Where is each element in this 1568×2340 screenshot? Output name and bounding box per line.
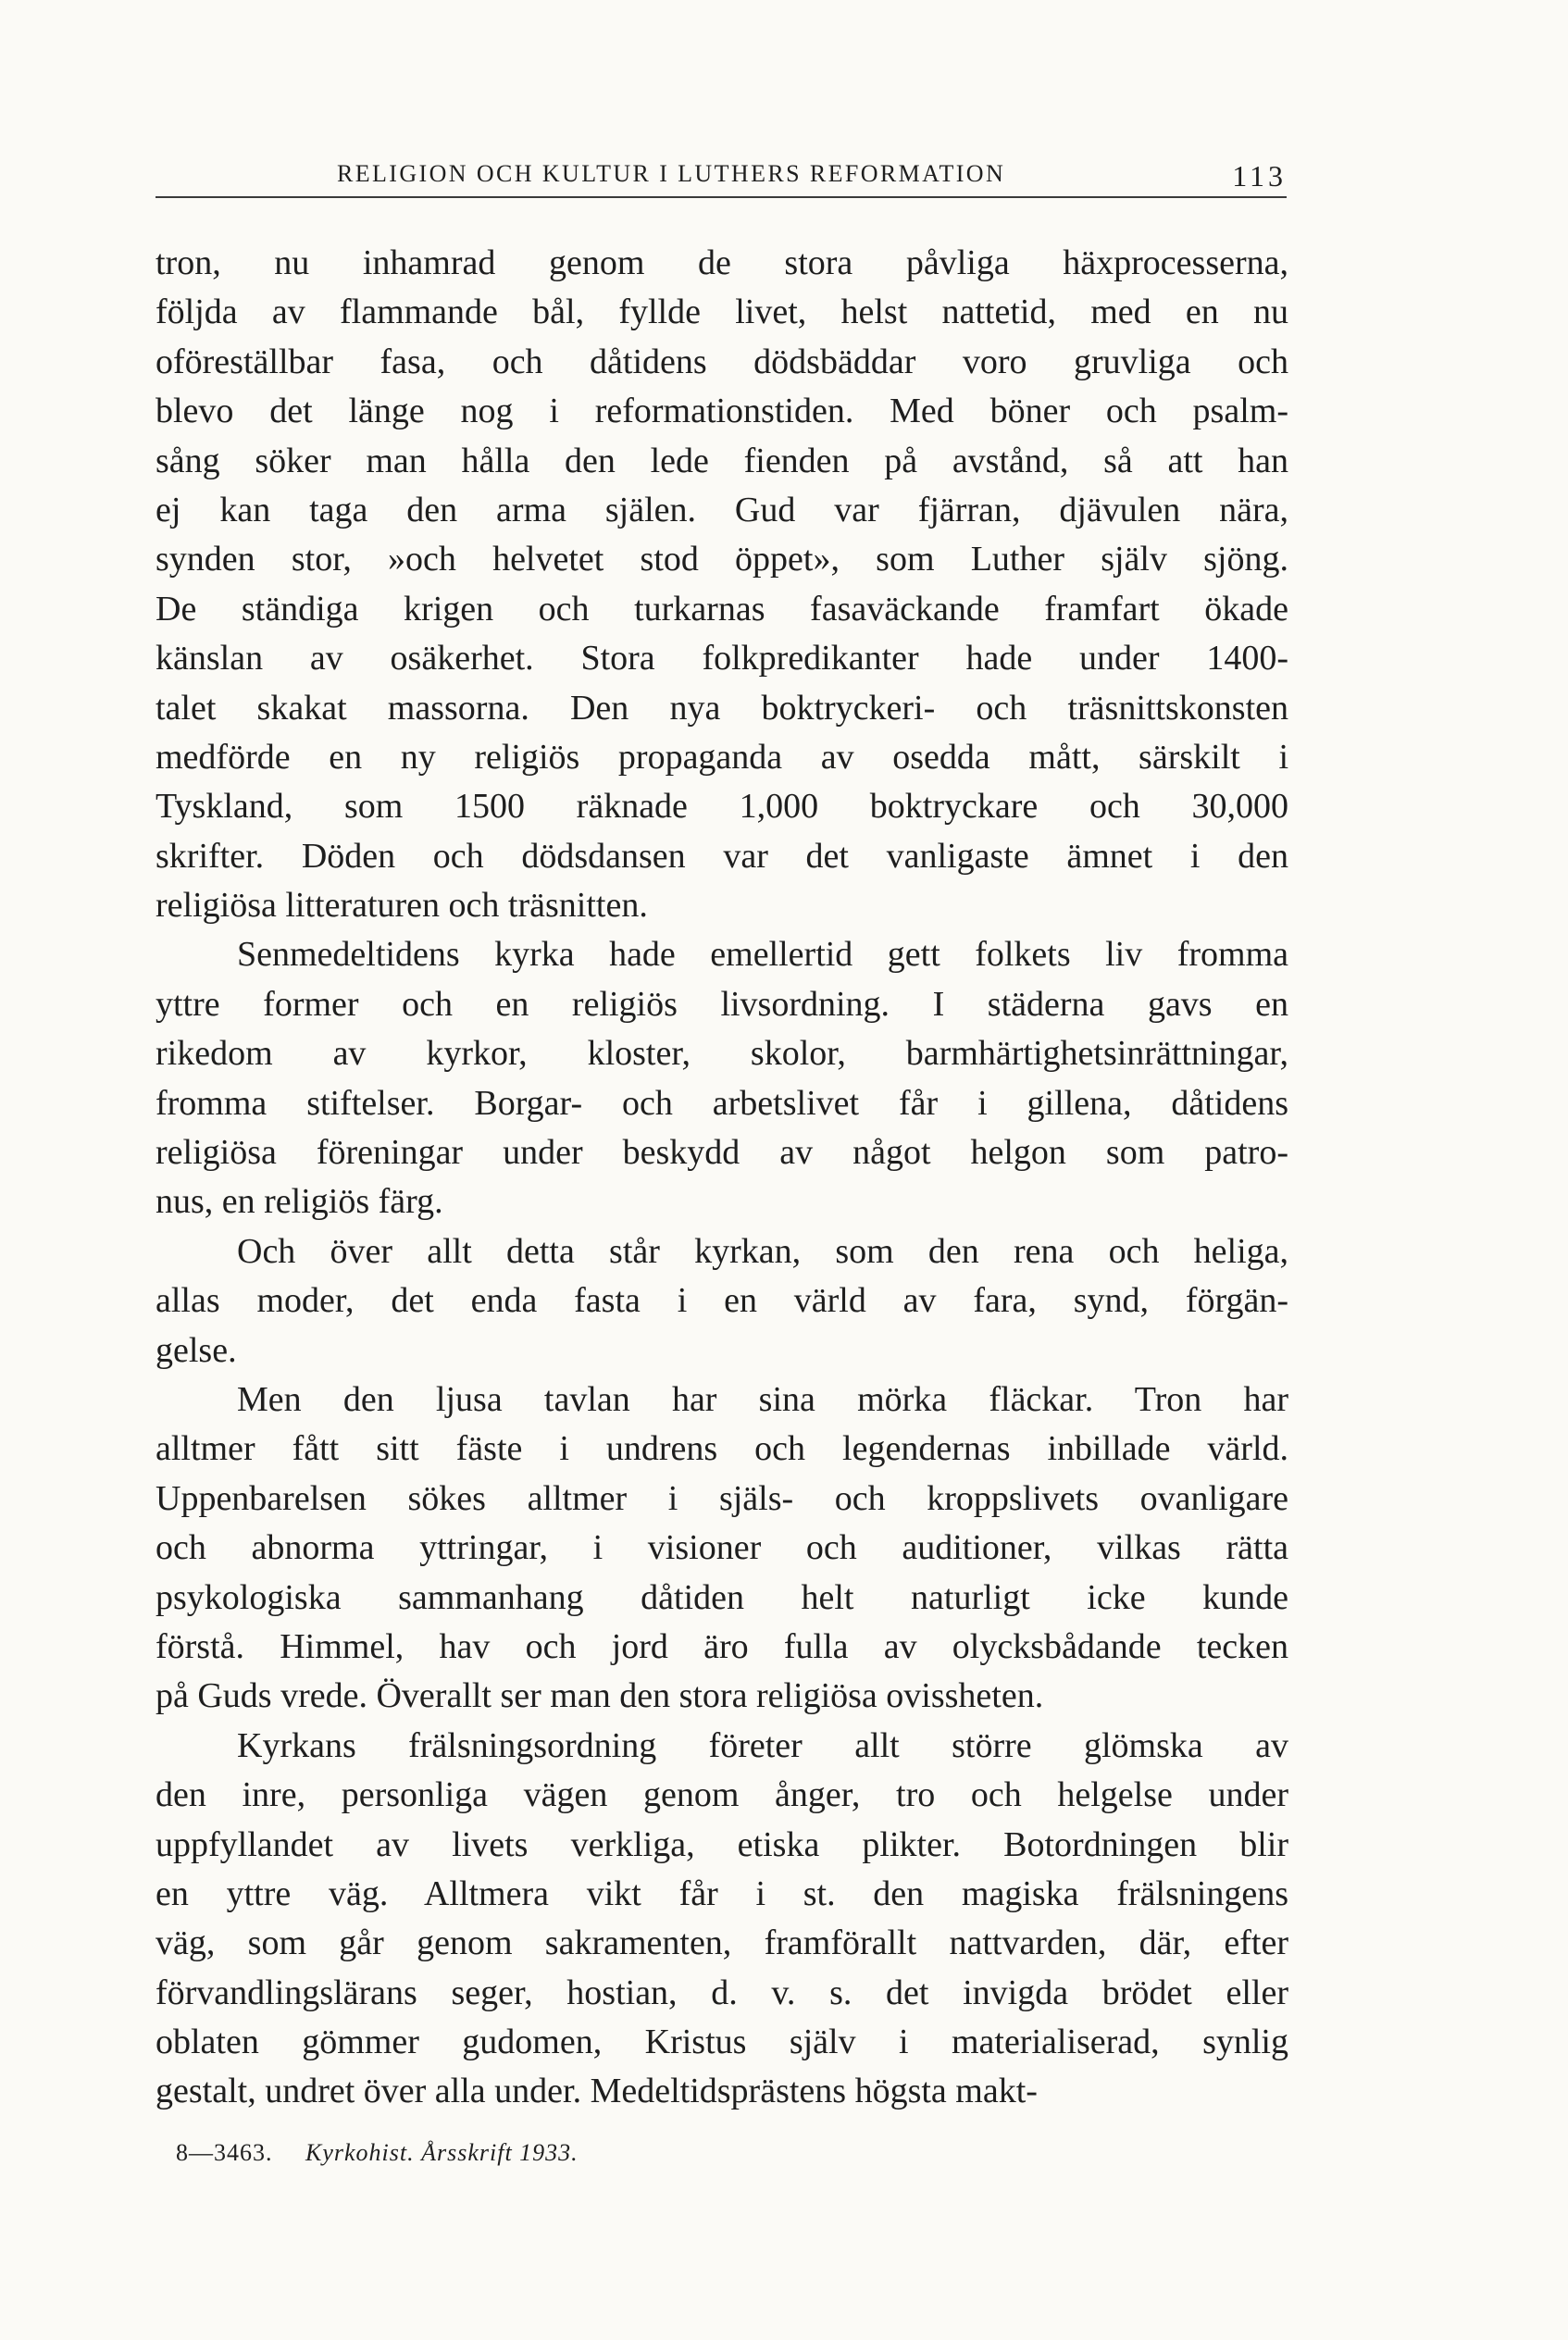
- text-line: nus, en religiös färg.: [156, 1182, 443, 1222]
- text-line: känslan av osäkerhet. Stora folkpredikanter hade under 1400-: [156, 639, 1288, 678]
- text-line: alltmer fått sitt fäste i undrens och legendernas inbillade värld.: [156, 1429, 1288, 1469]
- text-line: uppfyllandet av livets verkliga, etiska plikter. Botordningen blir: [156, 1824, 1288, 1864]
- text-line: Senmedeltidens kyrka hade emellertid gett folkets liv fromma: [237, 935, 1288, 975]
- text-line: förstå. Himmel, hav och jord äro fulla av olycksbådande tecken: [156, 1626, 1288, 1666]
- running-title: RELIGION OCH KULTUR I LUTHERS REFORMATION: [337, 160, 1006, 187]
- text-line: fromma stiftelser. Borgar- och arbetslivet får i gillena, dåtidens: [156, 1083, 1288, 1123]
- paragraph: [156, 239, 1288, 930]
- text-line: Uppenbarelsen sökes alltmer i själs- och kroppslivets ovanligare: [156, 1478, 1288, 1518]
- text-line: De ständiga krigen och turkarnas fasaväckande framfart ökade: [156, 589, 1288, 629]
- text-line: rikedom av kyrkor, kloster, skolor, barmhärtighetsinrättningar,: [156, 1034, 1288, 1074]
- text-line: religiösa litteraturen och träsnitten.: [156, 886, 648, 926]
- text-line: yttre former och en religiös livsordning. I städerna gavs en: [156, 984, 1288, 1024]
- signature-mark: 8—3463.: [176, 2139, 273, 2166]
- text-line: oblaten gömmer gudomen, Kristus själv i materialiserad, synlig: [156, 2023, 1288, 2062]
- page-number: 113: [1232, 159, 1287, 193]
- text-line: synden stor, »och helvetet stod öppet», som Luther själv sjöng.: [156, 540, 1288, 579]
- text-line: talet skakat massorna. Den nya boktryckeri- och träsnittskonsten: [156, 688, 1288, 728]
- text-line: gestalt, undret över alla under. Medeltidsprästens högsta makt-: [156, 2072, 1038, 2111]
- text-line: på Guds vrede. Överallt ser man den stora religiösa ovissheten.: [156, 1676, 1044, 1716]
- text-line: allas moder, det enda fasta i en värld av fara, synd, förgän-: [156, 1281, 1288, 1321]
- text-line: följda av flammande bål, fyllde livet, helst nattetid, med en nu: [156, 292, 1288, 332]
- text-line: gelse.: [156, 1330, 237, 1370]
- paragraph: [156, 1375, 1288, 1722]
- text-line: Och över allt detta står kyrkan, som den rena och heliga,: [237, 1231, 1288, 1271]
- text-line: den inre, personliga vägen genom ånger, tro och helgelse under: [156, 1775, 1288, 1815]
- body-text: [156, 239, 1288, 2117]
- text-line: oföreställbar fasa, och dåtidens dödsbäddar voro gruvliga och: [156, 342, 1288, 381]
- running-header: [156, 156, 1287, 198]
- text-line: blevo det länge nog i reformationstiden. Med böner och psalm-: [156, 392, 1288, 431]
- paragraph: [156, 930, 1288, 1226]
- text-line: Tyskland, som 1500 räknade 1,000 boktryckare och 30,000: [156, 787, 1288, 827]
- text-line: Kyrkans frälsningsordning företer allt större glömska av: [237, 1725, 1288, 1765]
- text-line: skrifter. Döden och dödsdansen var det vanligaste ämnet i den: [156, 836, 1288, 876]
- text-line: ej kan taga den arma själen. Gud var fjärran, djävulen nära,: [156, 490, 1288, 529]
- text-line: religiösa föreningar under beskydd av något helgon som patro-: [156, 1133, 1288, 1173]
- text-line: väg, som går genom sakramenten, framförallt nattvarden, där, efter: [156, 1923, 1288, 1963]
- paragraph: [156, 1722, 1288, 2117]
- text-line: sång söker man hålla den lede fienden på avstånd, så att han: [156, 441, 1288, 480]
- text-line: psykologiska sammanhang dåtiden helt naturligt icke kunde: [156, 1577, 1288, 1617]
- text-line: och abnorma yttringar, i visioner och auditioner, vilkas rätta: [156, 1528, 1288, 1568]
- text-line: medförde en ny religiös propaganda av osedda mått, särskilt i: [156, 737, 1288, 777]
- page-footer: [176, 2135, 579, 2172]
- journal-reference: Kyrkohist. Årsskrift 1933.: [305, 2139, 579, 2166]
- text-line: Men den ljusa tavlan har sina mörka fläckar. Tron har: [237, 1379, 1288, 1419]
- text-line: tron, nu inhamrad genom de stora påvliga häxprocesserna,: [156, 243, 1288, 282]
- paragraph: [156, 1227, 1288, 1375]
- text-line: förvandlingslärans seger, hostian, d. v. s. det invigda brödet eller: [156, 1973, 1288, 2012]
- text-line: en yttre väg. Alltmera vikt får i st. den magiska frälsningens: [156, 1873, 1288, 1913]
